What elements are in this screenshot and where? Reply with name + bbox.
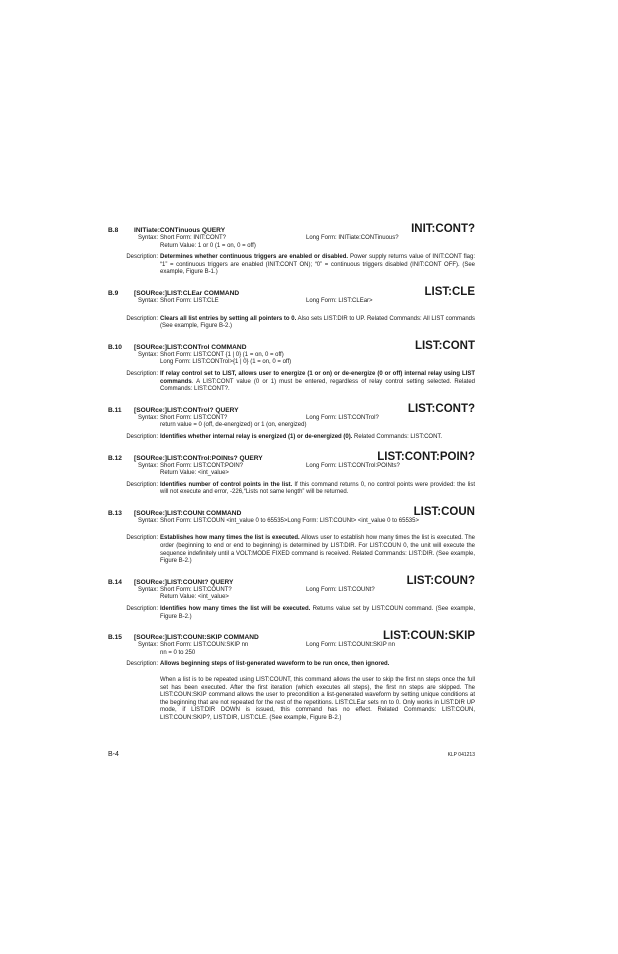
syntax-row (108, 235, 475, 250)
command-name: LIST:COUN:SKIP (383, 630, 475, 643)
syntax-short: Short Form: INIT:CONT? (160, 235, 227, 241)
section-header (108, 625, 475, 642)
body-paragraph: When a list is to be repeated using LIST:COUNT, this command allows the user to skip the first nn steps once the full set has been executed. After the first iteration (which executes all steps), the first nn steps are skipped. The LIST:COUN:SKIP command allows the user to precondition a list-generated waveform by setting unique conditions at the beginning that are not repeated for the rest of the repetitions. LIST:CLEar sets nn to 0. Only works in LIST:DIR UP mode, if LIST:DIR DOWN is issued, this command has no effect. Related Commands: LIST:COUN, LIST:COUN:SKIP?, LIST:DIR, LIST:CLE. (See example, Figure B-2.) (160, 677, 475, 721)
syntax-extra: Return Value: <int_value> (160, 594, 229, 601)
description-text: Also sets LIST:DIR to UP. Related Commands: All LIST commands (See example, Figure B-2.) (160, 315, 475, 330)
description-text: Related Commands: LIST:CONT. (352, 433, 443, 440)
command-name: LIST:CONT:POIN? (377, 450, 475, 463)
description-bold: If relay control set to LIST, allows user to energize (1 or on) or de-energize (0 or off) internal relay using LIST commands (160, 370, 475, 385)
section-header (108, 218, 475, 235)
syntax-long: Long Form: LIST:CONTrol? (306, 414, 379, 421)
section-title: [SOURce:]LIST:COUNt? QUERY (134, 578, 234, 586)
syntax-short: Short Form: LIST:COUN:SKIP nn (160, 642, 249, 649)
description-bold: Establishes how many times the list is executed. (160, 535, 300, 542)
section-number: B.11 (108, 406, 122, 414)
syntax-short: Short Form: LIST:CONT {1 | 0} (1 = on, 0 = off) (160, 351, 284, 358)
description-text: Allows user to establish how many times the list is executed. The order (beginning to end or end to beginning) is determined by LIST:DIR. For LIST:COUN 0, the unit will execute the sequence indefinitely until a VOLT:MODE FIXED command is received. Related Commands: LIST:DIR. (See example, Figure B-2.) (160, 535, 476, 565)
page-footer (108, 751, 475, 758)
syntax-label: Syntax: (137, 517, 158, 524)
description-label: Description: (126, 254, 158, 261)
section-title: INITiate:CONTinuous QUERY (134, 227, 226, 234)
section-b12 (108, 446, 475, 497)
section-b11 (108, 398, 475, 442)
syntax-label: Syntax: (137, 586, 158, 593)
syntax-label: Syntax: (137, 351, 158, 358)
syntax-row (108, 352, 475, 367)
section-b9 (108, 281, 475, 331)
syntax-label: Syntax: (137, 414, 158, 421)
section-number: B.12 (108, 454, 122, 462)
description-label: Description: (126, 535, 158, 542)
section-number: B.10 (108, 343, 122, 351)
command-name: LIST:CONT (414, 339, 475, 352)
section-title: [SOURce:]LIST:CONTrol COMMAND (134, 343, 247, 351)
description-label: Description: (126, 661, 158, 668)
section-b10 (108, 335, 475, 394)
section-header (108, 281, 475, 298)
description-bold: Determines whether continuous triggers are enabled or disabled. (160, 254, 349, 261)
syntax-row (108, 298, 475, 306)
syntax-row (108, 642, 475, 657)
command-name: INIT:CONT? (411, 223, 475, 235)
section-number: B.9 (108, 289, 119, 297)
command-name: LIST:CONT? (407, 402, 475, 415)
description-row (108, 254, 475, 277)
command-name: LIST:COUN? (406, 574, 475, 587)
description-bold: Identifies how many times the list will be executed. (160, 606, 311, 613)
description-text: If this command returns 0, no control points were provided: the list will not execute and error, -226,“Lists not same length” will be returned. (160, 481, 475, 496)
syntax-row (108, 587, 475, 602)
section-header (108, 398, 475, 415)
section-number: B.15 (108, 634, 122, 642)
section-title: [SOURce:]LIST:CLEar COMMAND (134, 289, 240, 297)
document-body (108, 218, 475, 727)
description-bold: Allows beginning steps of list-generated waveform to be run once, then ignored. (160, 661, 390, 668)
syntax-long: Long Form: LIST:COUNt:SKIP nn (306, 642, 395, 649)
section-title: [SOURce:]LIST:CONTrol:POINts? QUERY (134, 454, 263, 462)
syntax-long: Long Form: LIST:CLEar> (306, 297, 373, 304)
description-label: Description: (126, 370, 158, 377)
description-row (108, 606, 475, 621)
section-b15 (108, 625, 475, 722)
description-bold: Identifies number of control points in the list. (160, 481, 293, 488)
syntax-extra: Return Value: <int_value> (160, 470, 229, 477)
section-header (108, 570, 475, 587)
description-row (108, 661, 475, 669)
description-bold: Clears all list entries by setting all pointers to 0. (160, 315, 297, 322)
description-text: . A LIST:CONT value (0 or 1) must be entered, regardless of relay control setting selected. Related Commands: LIST:CONT?. (160, 378, 475, 393)
syntax-label: Syntax: (137, 462, 158, 469)
section-header (108, 446, 475, 463)
syntax-label: Syntax: (137, 235, 158, 241)
syntax-row (108, 518, 475, 526)
description-row (108, 371, 475, 394)
description-row (108, 482, 475, 497)
syntax-extra: return value = 0 (off, de-energized) or 1 (on, energized) (160, 422, 307, 429)
syntax-row (108, 463, 475, 478)
syntax-extra: Return Value: 1 or 0 (1 = on, 0 = off) (160, 242, 256, 249)
section-header (108, 335, 475, 352)
section-b8 (108, 218, 475, 277)
syntax-row (108, 415, 475, 430)
description-bold: Identifies whether internal relay is energized (1) or de-energized (0). (160, 433, 353, 440)
section-title: [SOURce:]LIST:COUNt:SKIP COMMAND (134, 634, 259, 642)
description-label: Description: (126, 315, 158, 322)
description-label: Description: (126, 433, 158, 440)
document-id: KLP 041213 (447, 752, 475, 758)
syntax-label: Syntax: (137, 642, 158, 649)
section-number: B.13 (108, 509, 122, 517)
syntax-long: Long Form: LIST:COUNt? (306, 586, 375, 593)
page-number: B-4 (108, 751, 119, 758)
syntax-extra: nn = 0 to 250 (160, 649, 196, 656)
syntax-long: Long Form: INITiate:CONTinuous? (306, 235, 399, 241)
description-text: Power supply returns value of INIT:CONT flag: “1” = continuous triggers are enabled (INIT:CONT ON); “0” = continuous triggers disabled (INIT:CONT OFF). (See example, Figure B-1.) (160, 254, 475, 276)
syntax-short: Short Form: LIST:CONT? (160, 414, 228, 421)
syntax-short: Short Form: LIST:CONT:POIN? (160, 462, 244, 469)
syntax-long: Long Form: LIST:CONTrol:POINts? (306, 462, 400, 469)
section-number: B.8 (108, 227, 119, 234)
syntax-short: Short Form: LIST:COUNT? (160, 586, 232, 593)
syntax-short: Short Form: LIST:CLE (160, 297, 219, 304)
section-number: B.14 (108, 578, 122, 586)
description-label: Description: (126, 606, 158, 613)
syntax-short: Short Form: LIST:COUN <int_value 0 to 65535>Long Form: LIST:COUNt> <int_value 0 to 65535> (160, 517, 419, 524)
section-header (108, 501, 475, 518)
description-label: Description: (126, 481, 158, 488)
description-text: Returns value set by LIST:COUN command. (See example, Figure B-2.) (160, 606, 475, 620)
syntax-label: Syntax: (137, 297, 158, 304)
description-row (108, 434, 475, 442)
description-row (108, 535, 475, 565)
section-b14 (108, 570, 475, 621)
command-name: LIST:CLE (424, 285, 475, 298)
section-b13 (108, 501, 475, 566)
section-title: [SOURce:]LIST:CONTrol? QUERY (134, 406, 239, 414)
section-title: [SOURce:]LIST:COUNt COMMAND (134, 509, 242, 517)
syntax-long: Long Form: LIST:CONTrol>{1 | 0} (1 = on, 0 = off) (160, 359, 292, 366)
description-row (108, 316, 475, 331)
command-name: LIST:COUN (413, 505, 475, 518)
